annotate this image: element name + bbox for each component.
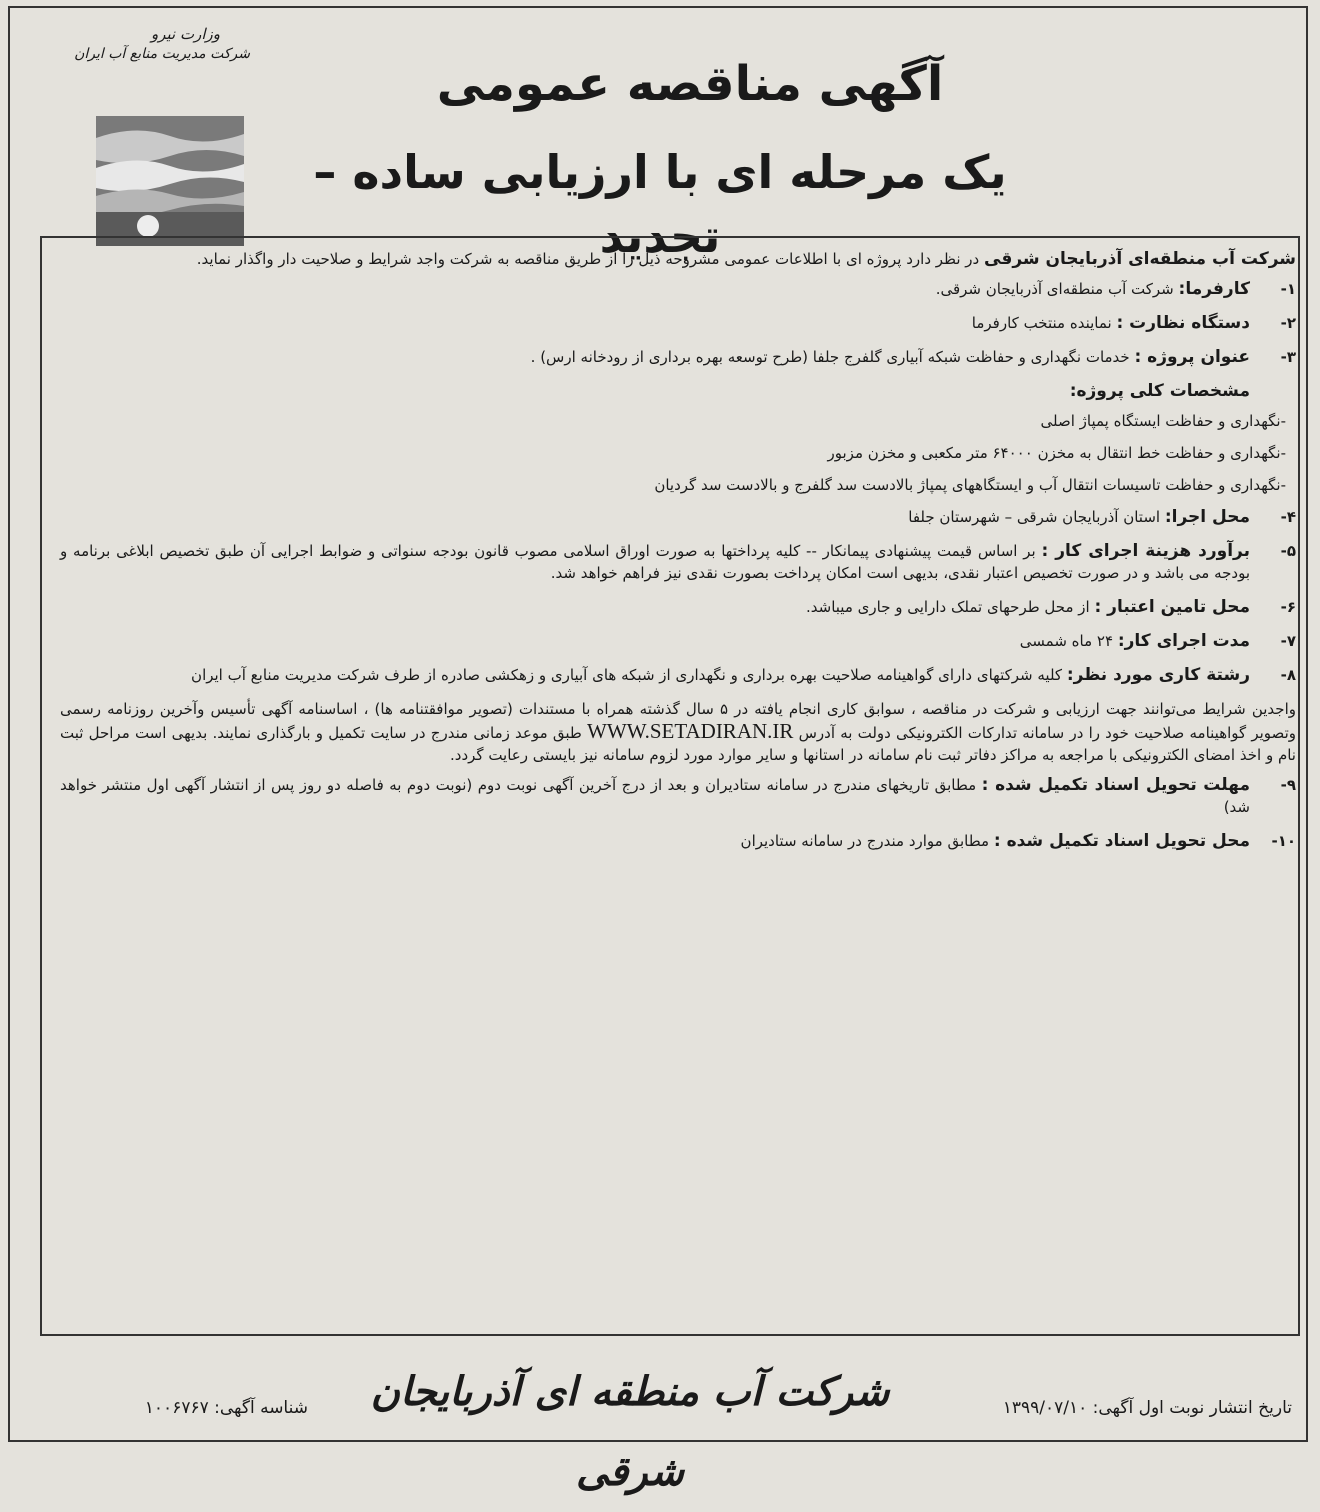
project-specs-heading: مشخصات کلی پروژه:: [1069, 381, 1250, 401]
item-label: برآورد هزینة اجرای کار :: [1041, 541, 1250, 561]
item-number: ۴-: [1280, 508, 1296, 526]
notice-subtitle: یک مرحله ای با ارزیابی ساده – تجدید: [313, 145, 1007, 263]
item-cost-estimate: [60, 540, 1296, 584]
publication-date: [882, 1396, 1292, 1420]
item-label: محل اجرا:: [1164, 507, 1250, 527]
item-submission-deadline: [60, 774, 1296, 818]
item-number: ۶-: [1280, 598, 1296, 616]
item-label: رشتة کاری مورد نظر:: [1066, 665, 1250, 685]
item-label: عنوان پروژه :: [1134, 347, 1250, 367]
item-text: کلیه شرکتهای دارای گواهینامه صلاحیت بهره برداری و نگهداری از شبکه های آبیاری و زهکشی صادره از طرف شرکت مدیریت منابع آب ایران: [191, 666, 1067, 684]
spec-bullet: -نگهداری و حفاظت تاسیسات انتقال آب و ایستگاههای پمپاژ بالادست سد گلفرج و بالادست سد گردیان: [654, 476, 1286, 494]
item-duration: [60, 630, 1296, 652]
item-number: ۹-: [1280, 776, 1296, 794]
item-employer: [60, 278, 1296, 300]
item-text: ۲۴ ماه شمسی: [1019, 632, 1118, 650]
item-project-title: [60, 346, 1296, 368]
notice-id: [48, 1396, 308, 1420]
setadiran-url-link[interactable]: WWW.SETADIRAN.IR: [587, 719, 794, 743]
item-number: ۷-: [1280, 632, 1296, 650]
item-text: از محل طرحهای تملک دارایی و جاری میباشد.: [806, 598, 1095, 616]
item-text: مطابق موارد مندرج در سامانه ستادیران: [740, 832, 994, 850]
item-label: مهلت تحویل اسناد تکمیل شده :: [981, 775, 1250, 795]
intro-company: شرکت آب منطقه‌ای آذربایجان شرقی: [984, 249, 1296, 269]
item-text: مطابق تاریخهای مندرج در سامانه ستادیران و بعد از درج آخرین آگهی نوبت دوم (نوبت دوم به فاصله دو روز پس از انتشار آگهی اول منتشر خواهد شد): [60, 776, 1250, 816]
logo-block: [60, 24, 260, 229]
item-text: بر اساس قیمت پیشنهادی پیمانکار -- کلیه پرداختها به صورت اوراق اسلامی مصوب قانون بودجه سنواتی و ضوابط اجرایی آن طبق تخصیص ابلاغی برنامه و بودجه می باشد و در صورت تخصیص اعتبار نقدی، بدیهی است امکان پرداخت بصورت نقدی نیز فراهم خواهد شد.: [60, 542, 1250, 582]
intro-paragraph: [60, 248, 1296, 270]
spec-bullet: -نگهداری و حفاظت خط انتقال به مخزن ۶۴۰۰۰ متر مکعبی و مخزن مزبور: [827, 444, 1286, 462]
intro-text: در نظر دارد پروژه ای با اطلاعات عمومی مشروحه ذیل را از طریق مناقصه به شرکت واجد شرایط و صلاحیت دار واگذار نماید.: [196, 250, 984, 268]
ministry-name: وزارت نیرو: [150, 25, 220, 43]
conditions-paragraph: [60, 698, 1296, 766]
item-label: کارفرما:: [1178, 279, 1250, 299]
water-resources-logo-icon: [96, 116, 244, 246]
item-number: ۱-: [1280, 280, 1296, 298]
spec-bullet: -نگهداری و حفاظت ایستگاه پمپاژ اصلی: [1040, 412, 1286, 430]
item-number: ۳-: [1280, 348, 1296, 366]
publication-date-value: ۱۳۹۹/۰۷/۱۰: [1002, 1398, 1088, 1418]
item-number: ۲-: [1280, 314, 1296, 332]
item-text: شرکت آب منطقه‌ای آذربایجان شرقی.: [935, 280, 1179, 298]
item-label: دستگاه نظارت :: [1116, 313, 1250, 333]
item-number: ۸-: [1280, 666, 1296, 684]
item-funding-source: [60, 596, 1296, 618]
item-text: استان آذربایجان شرقی – شهرستان جلفا: [908, 508, 1165, 526]
notice-id-value: ۱۰۰۶۷۶۷: [144, 1398, 209, 1418]
item-required-field: [60, 664, 1296, 686]
notice-body: [60, 248, 1296, 864]
item-number: ۱۰-: [1271, 832, 1296, 850]
item-label: مدت اجرای کار:: [1117, 631, 1250, 651]
notice-id-label: شناسه آگهی:: [214, 1398, 308, 1418]
item-supervisor: [60, 312, 1296, 334]
parent-company-name: شرکت مدیریت منابع آب ایران: [74, 46, 250, 62]
item-location: [60, 506, 1296, 528]
item-submission-place: [60, 830, 1296, 852]
company-signature: شرکت آب منطقه ای آذربایجان شرقی: [370, 1368, 890, 1495]
conditions-text-before: واجدین شرایط می‌توانند جهت ارزیابی و شرکت در مناقصه ، سوابق کاری انجام یافته در ۵ سال گذشته همراه با مستندات (تصویر موافقتنامه ها) ، اساسنامه آگهی تأسیس وآخرین روزنامه رسمی وتصویر گواهینامه صلاحیت خود را در سامانه تدارکات الکترونیکی دولت به آدرس: [60, 700, 1296, 742]
notice-title: آگهی مناقصه عمومی: [436, 56, 944, 112]
item-number: ۵-: [1280, 542, 1296, 560]
item-label: محل تحویل اسناد تکمیل شده :: [993, 831, 1250, 851]
publication-date-label: تاریخ انتشار نوبت اول آگهی:: [1092, 1398, 1292, 1418]
conditions-text-after: طبق موعد زمانی مندرج در سایت تکمیل و بارگذاری نمایند. بدیهی است مراحل ثبت نام و اخذ امضای الکترونیکی با مراجعه به مراکز دفاتر ثبت نام سامانه در استانها و سایر موارد مورد لزوم سامانه نیز بایستی رعایت گردد.: [60, 724, 1296, 764]
item-label: محل تامین اعتبار :: [1094, 597, 1250, 617]
item-text: نماینده منتخب کارفرما: [971, 314, 1117, 332]
item-text: خدمات نگهداری و حفاظت شبکه آبیاری گلفرج جلفا (طرح توسعه بهره برداری از رودخانه ارس) .: [530, 348, 1135, 366]
